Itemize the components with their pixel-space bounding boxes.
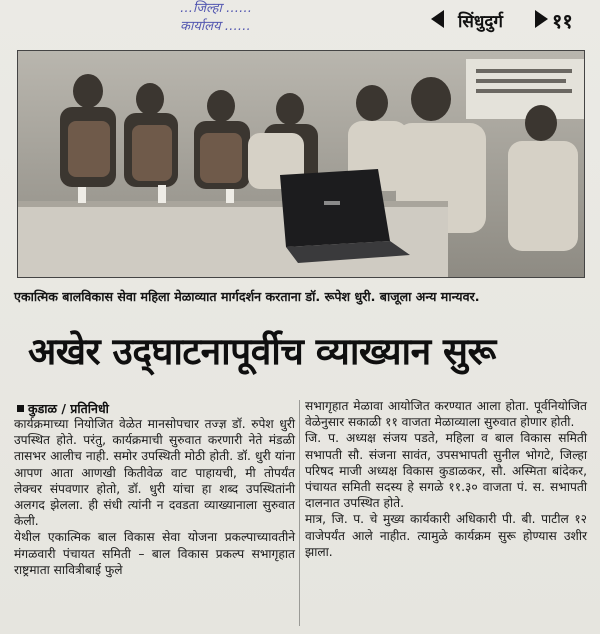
section-name: सिंधुदुर्ग bbox=[458, 12, 503, 32]
bullet-square-icon bbox=[17, 405, 24, 412]
handwritten-note-line-1: …जिल्हा …… bbox=[180, 1, 253, 16]
news-photo bbox=[17, 50, 585, 278]
dateline bbox=[17, 400, 109, 417]
handwritten-note-line-2: कार्यालय …… bbox=[180, 19, 251, 34]
article-column-2 bbox=[305, 398, 587, 560]
triangle-left-icon bbox=[431, 10, 444, 28]
headline: अखेर उद्‌घाटनापूर्वीच व्याख्यान सुरू bbox=[28, 330, 496, 373]
page-header bbox=[0, 0, 600, 44]
paragraph: कार्यक्रमाच्या नियोजित वेळेत मानसोपचार तज्ज्ञ डॉ. रुपेश धुरी उपस्थित होते. परंतु, कार्यक्रमाची सुरुवात करणारी नेते मंडळी तासभर आलीच नाही. समोर उपस्थिती मोठी होती. डॉ. धुरी यांना आपण आता आणखी कितीवेळ वाट पाहायची, मी तोपर्यंत लेक्चर संपवणार होतो, डॉ. धुरी यांचा हा शब्द उपस्थितांनी अलगद झेलला. ही संधी त्यांनी न दवडता व्याख्यानाला सुरुवात केली. bbox=[14, 417, 295, 529]
paragraph: येथील एकात्मिक बाल विकास सेवा योजना प्रकल्पाच्यावतीने मंगळवारी पंचायत समिती – बाल विकास प्रकल्प सभागृहात राष्ट्रमाता सावित्रीबाई फुले bbox=[14, 530, 295, 577]
article-column-1 bbox=[14, 416, 295, 578]
paragraph: मात्र, जि. प. चे मुख्य कार्यकारी अधिकारी पी. बी. पाटील १२ वाजेपर्यंत आले नाहीत. त्यामुळे कार्यक्रम सुरू होण्यास उशीर झाला. bbox=[305, 512, 587, 559]
paragraph: सभागृहात मेळावा आयोजित करण्यात आला होता. पूर्वनियोजित वेळेनुसार सकाळी ११ वाजता मेळाव्याला सुरुवात होणार होती. bbox=[305, 399, 587, 430]
photo-caption: एकात्मिक बालविकास सेवा महिला मेळाव्यात मार्गदर्शन करताना डॉ. रूपेश धुरी. बाजूला अन्य मान्यवर. bbox=[14, 289, 480, 304]
column-divider bbox=[299, 400, 300, 626]
handwritten-note bbox=[180, 0, 420, 40]
dateline-text: कुडाळ / प्रतिनिधी bbox=[28, 401, 109, 416]
page-number: ११ bbox=[552, 9, 573, 33]
paragraph: जि. प. अध्यक्ष संजय पडते, महिला व बाल विकास समिती सभापती सौ. संजना सावंत, उपसभापती सुनील भोगटे, जिल्हा परिषद माजी अध्यक्ष विकास कुडाळकर, सौ. अस्मिता बांदेकर, पंचायत समिती सदस्य हे सगळे ११.३० वाजता पं. स. सभापती दालनात उपस्थित होते. bbox=[305, 431, 587, 511]
triangle-right-icon bbox=[535, 10, 548, 28]
